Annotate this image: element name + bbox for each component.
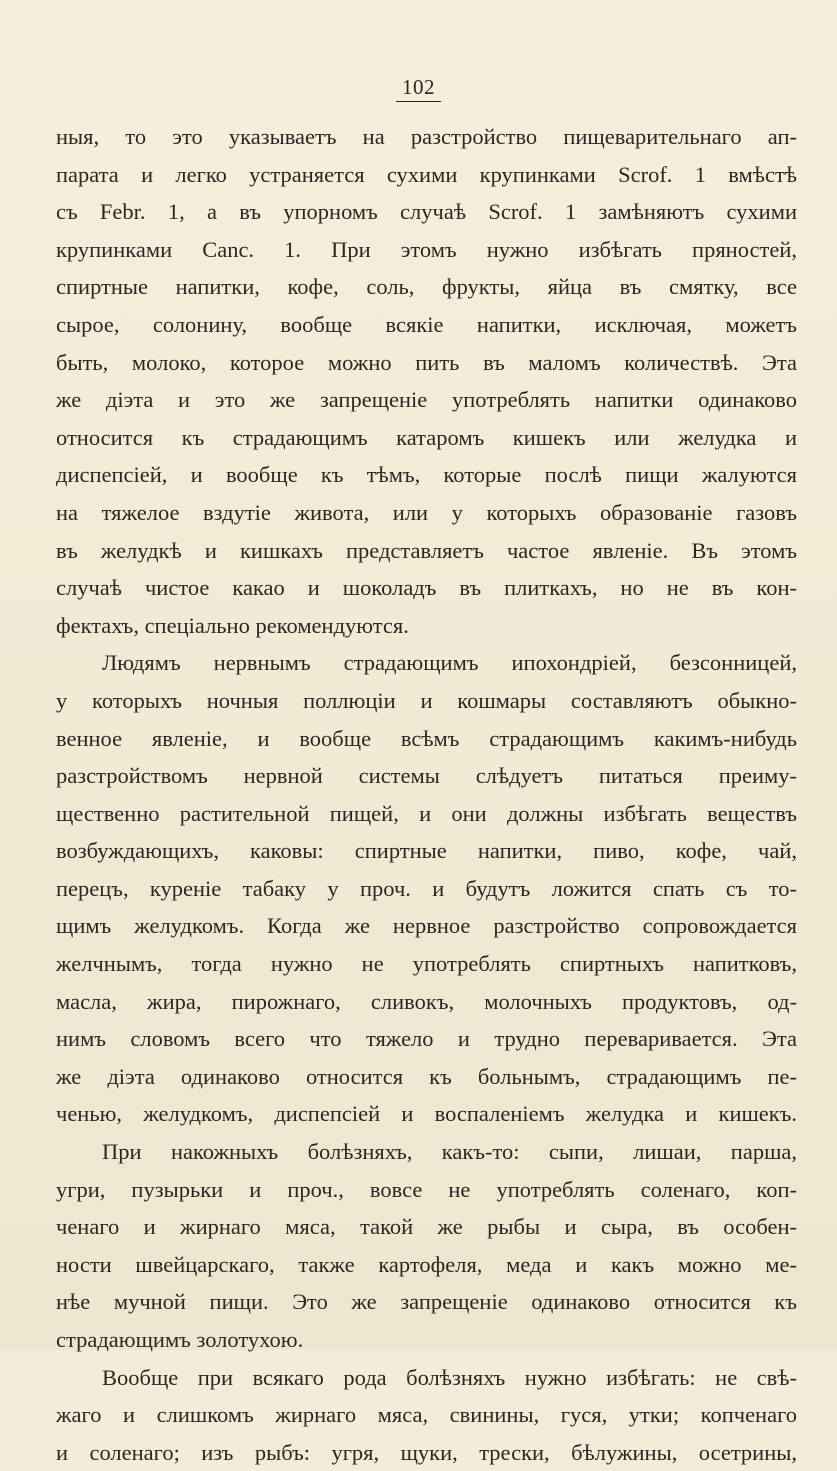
text-line: случаѣ чистое какао и шоколадъ въ плиткахъ, но не въ кон- — [56, 575, 797, 601]
text-line: угри, пузырьки и проч., вовсе не употреблять соленаго, коп- — [56, 1176, 797, 1202]
text-line: щественно растительной пищей, и они должны избѣгать веществъ — [56, 800, 797, 826]
text-line: венное явленіе, и вообще всѣмъ страдающимъ какимъ-нибудь — [56, 725, 797, 751]
text-line: ныя, то это указываетъ на разстройство пищеварительнаго ап- — [56, 124, 797, 149]
page-header — [0, 74, 837, 102]
text-line: въ желудкѣ и кишкахъ представляетъ частое явленіе. Въ этомъ — [56, 537, 797, 563]
text-line: и соленаго; изъ рыбъ: угря, щуки, трески, бѣлужины, осетрины, — [56, 1439, 797, 1465]
paragraph-first-line: Вообще при всякаго рода болѣзняхъ нужно избѣгать: не свѣ- — [102, 1364, 797, 1390]
text-line: разстройствомъ нервной системы слѣдуетъ питаться преиму- — [56, 763, 797, 789]
text-line: относится къ страдающимъ катаромъ кишекъ или желудка и — [56, 424, 797, 450]
text-line: сырое, солонину, вообще всякіе напитки, исключая, можетъ — [56, 311, 797, 337]
text-line: диспепсіей, и вообще къ тѣмъ, которые послѣ пищи жалуются — [56, 462, 797, 488]
body-text — [56, 118, 797, 1471]
text-line: ченаго и жирнаго мяса, такой же рыбы и сыра, въ особен- — [56, 1214, 797, 1240]
text-line: крупинками Canc. 1. При этомъ нужно избѣгать пряностей, — [56, 236, 797, 262]
text-line: же діэта и это же запрещеніе употреблять напитки одинаково — [56, 387, 797, 413]
paragraph-last-line: страдающимъ золотухою. — [56, 1327, 304, 1352]
text-line: перецъ, куреніе табаку у проч. и будутъ ложится спать съ то- — [56, 875, 797, 901]
text-line: желчнымъ, тогда нужно не употреблять спиртныхъ напитковъ, — [56, 951, 797, 977]
paragraph-last-line: фектахъ, спеціально рекомендуются. — [56, 612, 409, 638]
text-line: щимъ желудкомъ. Когда же нервное разстройство сопровождается — [56, 913, 797, 939]
text-line: спиртные напитки, кофе, соль, фрукты, яйца въ смятку, все — [56, 274, 797, 300]
text-line: ности швейцарскаго, также картофеля, меда и какъ можно ме- — [56, 1251, 797, 1277]
text-line: же діэта одинаково относится къ больнымъ, страдающимъ пе- — [56, 1063, 797, 1089]
text-line: масла, жира, пирожнаго, сливокъ, молочныхъ продуктовъ, од- — [56, 988, 797, 1014]
text-line: нимъ словомъ всего что тяжело и трудно переваривается. Эта — [56, 1026, 797, 1052]
text-line: жаго и слишкомъ жирнаго мяса, свинины, гуся, утки; копченаго — [56, 1402, 797, 1428]
paragraph-first-line: Людямъ нервнымъ страдающимъ ипохондріей, безсонницей, — [102, 650, 797, 676]
text-line: парата и легко устраняется сухими крупинками Scrof. 1 вмѣстѣ — [56, 161, 797, 187]
text-line: нѣе мучной пищи. Это же запрещеніе одинаково относится къ — [56, 1289, 797, 1315]
text-line: съ Febr. 1, а въ упорномъ случаѣ Scrof. 1 замѣняютъ сухими — [56, 199, 797, 225]
text-line: ченью, желудкомъ, диспепсіей и воспаленіемъ желудка и кишекъ. — [56, 1101, 797, 1127]
text-line: быть, молоко, которое можно пить въ маломъ количествѣ. Эта — [56, 349, 797, 375]
paragraph-first-line: При накожныхъ болѣзняхъ, какъ-то: сыпи, лишаи, парша, — [102, 1139, 797, 1165]
text-line: возбуждающихъ, каковы: спиртные напитки, пиво, кофе, чай, — [56, 838, 797, 864]
text-line: на тяжелое вздутіе живота, или у которыхъ образованіе газовъ — [56, 499, 797, 525]
page-number: 102 — [396, 74, 441, 102]
text-line: у которыхъ ночныя поллюціи и кошмары составляютъ обыкно- — [56, 687, 797, 713]
